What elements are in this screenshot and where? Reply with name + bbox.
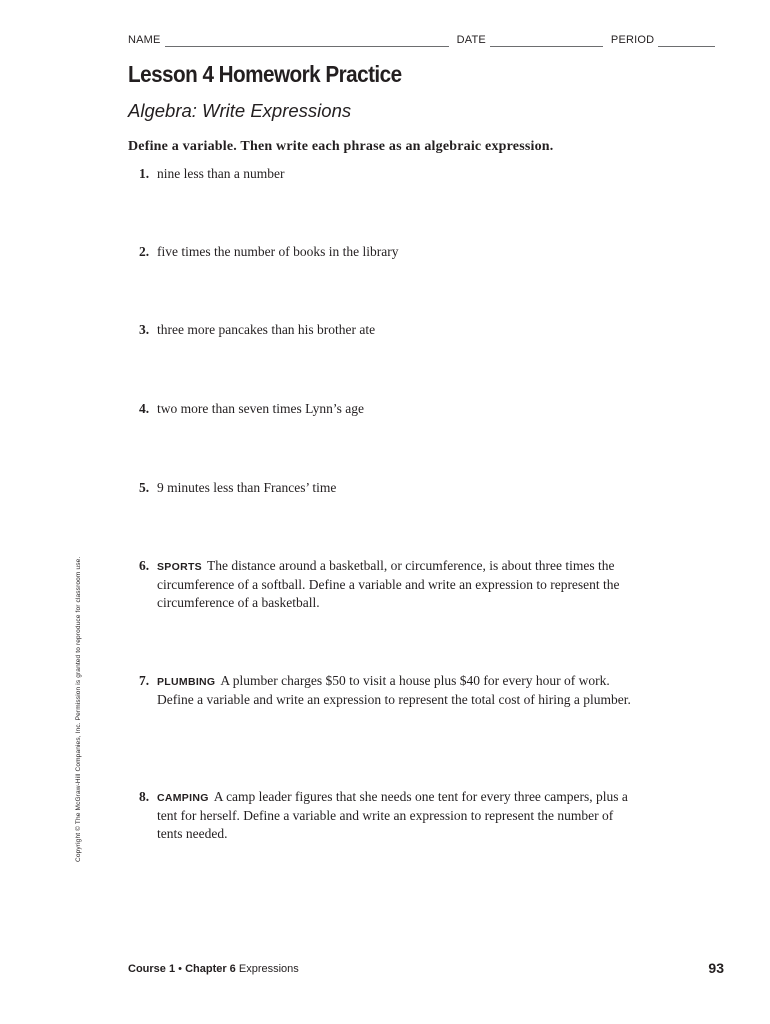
problem-number: 5. bbox=[139, 480, 150, 495]
problem-text: five times the number of books in the library bbox=[157, 244, 399, 259]
problem-text: The distance around a basketball, or circumference, is about three times the circumference of a softball. Define a variable and write an expression to represent the circumference of a basketball. bbox=[157, 558, 620, 610]
problem-number: 4. bbox=[139, 401, 150, 416]
problem-2 bbox=[139, 243, 639, 261]
footer bbox=[128, 963, 299, 975]
name-field bbox=[128, 34, 457, 47]
period-field bbox=[611, 34, 715, 47]
problem-body bbox=[157, 557, 639, 612]
problem-8 bbox=[139, 788, 639, 843]
problem-tag: SPORTS bbox=[157, 561, 202, 573]
date-field bbox=[457, 34, 611, 47]
problem-number: 1. bbox=[139, 166, 150, 181]
name-label: NAME bbox=[128, 34, 161, 46]
problem-text: nine less than a number bbox=[157, 166, 285, 181]
problem-tag: CAMPING bbox=[157, 792, 209, 804]
problem-7 bbox=[139, 672, 639, 709]
footer-separator: • bbox=[178, 963, 182, 975]
problem-4 bbox=[139, 400, 639, 418]
problem-tag: PLUMBING bbox=[157, 676, 216, 688]
problem-body bbox=[157, 788, 639, 843]
problem-3 bbox=[139, 321, 639, 339]
problem-text: 9 minutes less than Frances’ time bbox=[157, 480, 337, 495]
page-number: 93 bbox=[708, 960, 724, 976]
problem-5 bbox=[139, 479, 639, 497]
date-line bbox=[490, 36, 603, 47]
header-fields bbox=[128, 34, 720, 47]
problem-text: A plumber charges $50 to visit a house plus $40 for every hour of work. Define a variable and write an expression to represent the total cost of hiring a plumber. bbox=[157, 673, 631, 707]
problem-number: 8. bbox=[139, 789, 150, 804]
problem-text: three more pancakes than his brother ate bbox=[157, 322, 376, 337]
problem-1 bbox=[139, 165, 639, 183]
problem-number: 2. bbox=[139, 244, 150, 259]
date-label: DATE bbox=[456, 34, 486, 46]
footer-course: Course 1 bbox=[128, 963, 176, 975]
period-line bbox=[658, 36, 715, 47]
problem-6 bbox=[139, 557, 639, 612]
problem-text: A camp leader figures that she needs one tent for every three campers, plus a tent for herself. Define a variable and write an expression to represent the number of tents needed. bbox=[157, 789, 628, 841]
problem-number: 6. bbox=[139, 558, 150, 573]
copyright-notice: Copyright © The McGraw-Hill Companies, Inc. Permission is granted to reproduce for classroom use. bbox=[75, 556, 82, 862]
footer-topic: Expressions bbox=[238, 963, 299, 975]
problem-number: 3. bbox=[139, 322, 150, 337]
problem-body bbox=[157, 672, 639, 709]
instructions: Define a variable. Then write each phrase as an algebraic expression. bbox=[128, 139, 554, 154]
period-label: PERIOD bbox=[610, 34, 655, 46]
footer-chapter: Chapter 6 bbox=[185, 963, 236, 975]
page-subtitle: Algebra: Write Expressions bbox=[128, 100, 352, 121]
problem-text: two more than seven times Lynn’s age bbox=[157, 401, 364, 416]
problem-number: 7. bbox=[139, 673, 150, 688]
name-line bbox=[165, 36, 449, 47]
page-title: Lesson 4 Homework Practice bbox=[128, 61, 402, 87]
